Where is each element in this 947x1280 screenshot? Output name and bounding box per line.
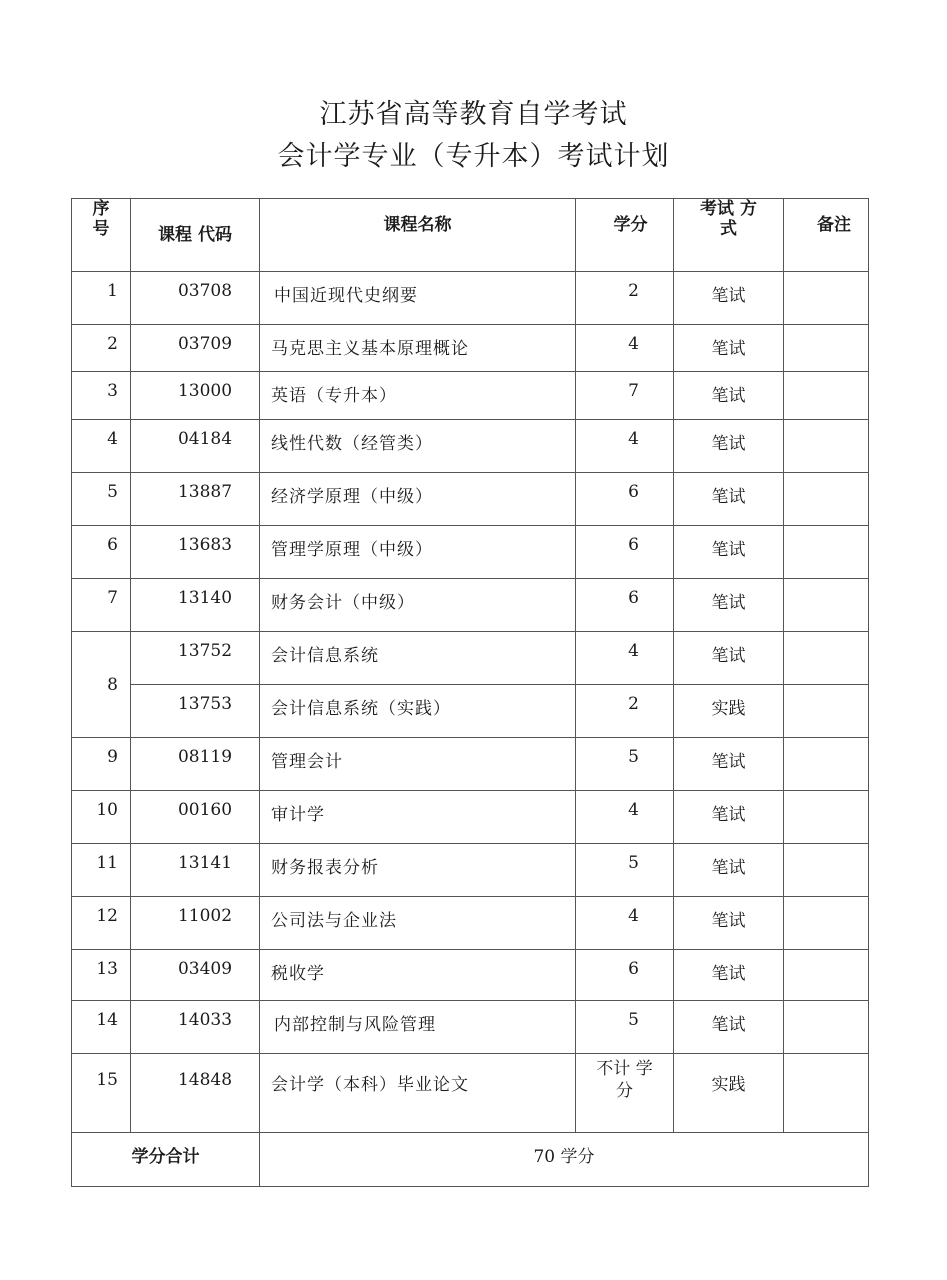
document-title-line1: 江苏省高等教育自学考试	[319, 99, 628, 130]
row-note	[784, 950, 869, 1001]
row-note	[784, 372, 869, 420]
row-name: 财务报表分析	[260, 844, 576, 897]
row-method: 实践	[674, 685, 784, 738]
row-credit: 5	[576, 844, 674, 897]
table-row	[72, 372, 869, 420]
row-credit: 不计 学 分	[576, 1054, 674, 1133]
table-row	[72, 844, 869, 897]
row-note	[784, 1001, 869, 1054]
row-name: 中国近现代史纲要	[260, 272, 576, 325]
table-row	[72, 579, 869, 632]
row-credit: 4	[576, 420, 674, 473]
table-row	[72, 897, 869, 950]
row-method: 笔试	[674, 473, 784, 526]
row-seq: 12	[72, 897, 131, 950]
row-name: 会计信息系统	[260, 632, 576, 685]
row-method: 笔试	[674, 272, 784, 325]
row-seq: 2	[72, 325, 131, 372]
row-credit: 4	[576, 897, 674, 950]
row-seq: 13	[72, 950, 131, 1001]
row-credit: 5	[576, 1001, 674, 1054]
row-credit: 6	[576, 473, 674, 526]
row-seq: 9	[72, 738, 131, 791]
row-credit: 4	[576, 632, 674, 685]
row-seq: 10	[72, 791, 131, 844]
row-method: 笔试	[674, 325, 784, 372]
row-note	[784, 579, 869, 632]
table-row	[72, 1054, 869, 1133]
row-note	[784, 272, 869, 325]
header-seq: 序 号	[72, 199, 131, 272]
row-method: 笔试	[674, 1001, 784, 1054]
row-credit: 6	[576, 950, 674, 1001]
table-row	[72, 685, 869, 738]
row-name: 经济学原理（中级）	[260, 473, 576, 526]
row-credit: 2	[576, 272, 674, 325]
table-row	[72, 526, 869, 579]
row-code: 13752	[131, 632, 260, 685]
row-code: 08119	[131, 738, 260, 791]
table-row	[72, 272, 869, 325]
row-note	[784, 685, 869, 738]
row-method: 笔试	[674, 632, 784, 685]
row-name: 线性代数（经管类）	[260, 420, 576, 473]
table-row	[72, 325, 869, 372]
row-name: 管理会计	[260, 738, 576, 791]
row-seq: 5	[72, 473, 131, 526]
row-code: 14033	[131, 1001, 260, 1054]
row-code: 13140	[131, 579, 260, 632]
row-name: 会计信息系统（实践）	[260, 685, 576, 738]
row-seq: 4	[72, 420, 131, 473]
row-seq: 14	[72, 1001, 131, 1054]
row-name: 英语（专升本）	[260, 372, 576, 420]
row-method: 笔试	[674, 791, 784, 844]
row-name: 税收学	[260, 950, 576, 1001]
row-code: 13887	[131, 473, 260, 526]
row-credit: 5	[576, 738, 674, 791]
header-method: 考试 方 式	[674, 199, 784, 272]
row-code: 03409	[131, 950, 260, 1001]
row-note	[784, 420, 869, 473]
header-credit: 学分	[576, 199, 674, 272]
row-code: 04184	[131, 420, 260, 473]
row-note	[784, 791, 869, 844]
row-code: 13141	[131, 844, 260, 897]
row-credit: 4	[576, 791, 674, 844]
row-code: 14848	[131, 1054, 260, 1133]
row-seq: 1	[72, 272, 131, 325]
row-note	[784, 1054, 869, 1133]
document-title-line2: 会计学专业（专升本）考试计划	[277, 141, 670, 172]
row-method: 实践	[674, 1054, 784, 1133]
row-seq: 6	[72, 526, 131, 579]
row-method: 笔试	[674, 950, 784, 1001]
row-code: 03709	[131, 325, 260, 372]
table-row	[72, 738, 869, 791]
total-row	[72, 1133, 869, 1187]
row-seq: 11	[72, 844, 131, 897]
row-note	[784, 844, 869, 897]
table-row	[72, 473, 869, 526]
row-credit: 7	[576, 372, 674, 420]
row-note	[784, 632, 869, 685]
total-credits-label: 学分合计	[72, 1133, 260, 1187]
row-seq: 3	[72, 372, 131, 420]
row-note	[784, 897, 869, 950]
row-code: 13683	[131, 526, 260, 579]
row-name: 财务会计（中级）	[260, 579, 576, 632]
row-credit: 2	[576, 685, 674, 738]
row-method: 笔试	[674, 420, 784, 473]
row-code: 13753	[131, 685, 260, 738]
table-row	[72, 420, 869, 473]
row-method: 笔试	[674, 897, 784, 950]
header-note: 备注	[784, 199, 869, 272]
row-method: 笔试	[674, 738, 784, 791]
row-method: 笔试	[674, 372, 784, 420]
row-note	[784, 738, 869, 791]
total-credits-value: 70 学分	[260, 1133, 869, 1187]
row-credit: 6	[576, 526, 674, 579]
table-row	[72, 632, 869, 685]
row-seq: 15	[72, 1054, 131, 1133]
row-name: 管理学原理（中级）	[260, 526, 576, 579]
row-seq: 7	[72, 579, 131, 632]
row-name: 内部控制与风险管理	[260, 1001, 576, 1054]
table-row	[72, 791, 869, 844]
row-note	[784, 526, 869, 579]
row-method: 笔试	[674, 579, 784, 632]
row-note	[784, 473, 869, 526]
row-seq: 8	[72, 632, 131, 738]
row-name: 马克思主义基本原理概论	[260, 325, 576, 372]
row-code: 00160	[131, 791, 260, 844]
header-code: 课程 代码	[131, 199, 260, 272]
row-name: 会计学（本科）毕业论文	[260, 1054, 576, 1133]
row-code: 11002	[131, 897, 260, 950]
table-row	[72, 950, 869, 1001]
row-credit: 4	[576, 325, 674, 372]
row-method: 笔试	[674, 844, 784, 897]
row-credit: 6	[576, 579, 674, 632]
table-header-row	[72, 199, 869, 272]
header-name: 课程名称	[260, 199, 576, 272]
row-name: 审计学	[260, 791, 576, 844]
row-code: 03708	[131, 272, 260, 325]
row-code: 13000	[131, 372, 260, 420]
exam-plan-table	[71, 198, 869, 1187]
row-note	[784, 325, 869, 372]
row-method: 笔试	[674, 526, 784, 579]
row-name: 公司法与企业法	[260, 897, 576, 950]
table-row	[72, 1001, 869, 1054]
